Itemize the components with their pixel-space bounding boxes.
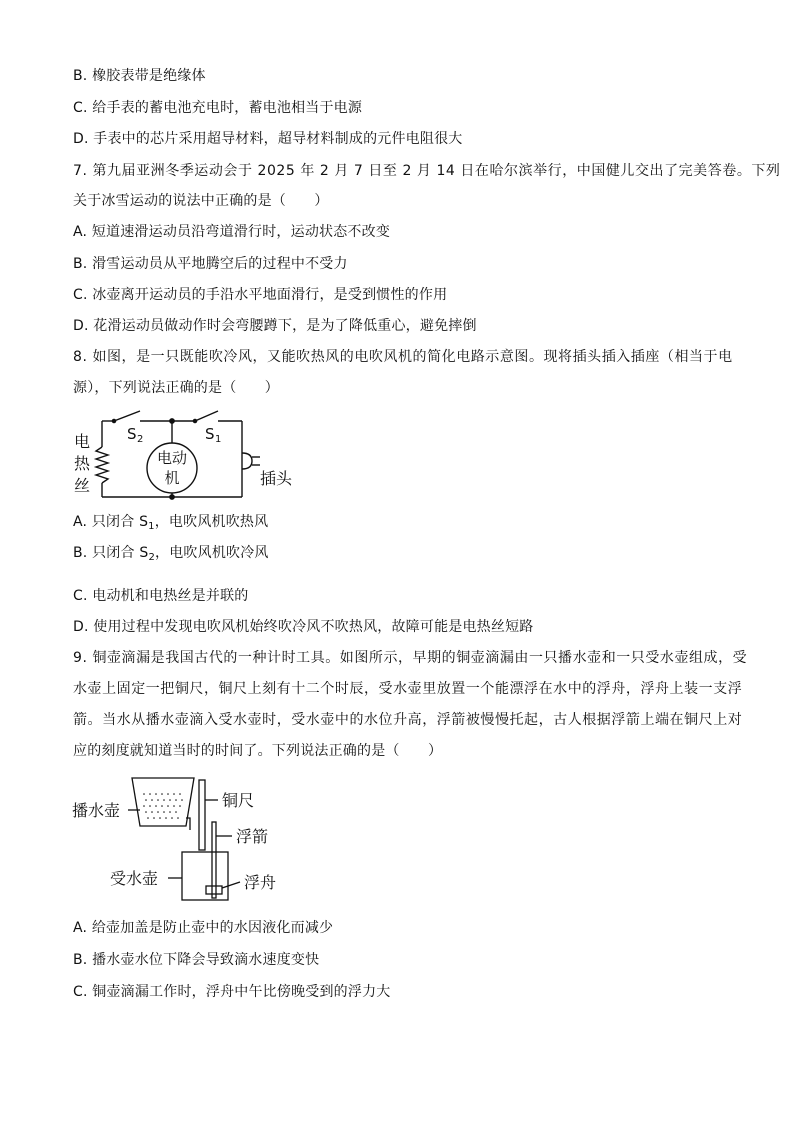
heater-label-3: 丝: [74, 476, 91, 495]
float-boat: [206, 886, 222, 894]
q8-option-b-pre: B. 只闭合 S: [73, 545, 149, 561]
lower-vessel: [182, 852, 228, 900]
q9-stem-line4: 应的刻度就知道当时的时间了。下列说法正确的是（ ）: [73, 743, 443, 759]
motor-label-1: 电动: [156, 449, 188, 467]
q7-option-a: A. 短道速滑运动员沿弯道滑行时，运动状态不改变: [73, 224, 391, 240]
q7-stem-line1: 7. 第九届亚洲冬季运动会于 2025 年 2 月 7 日至 2 月 14 日在哈尔滨举行，中国健儿交出了完美答卷。下列: [73, 163, 781, 179]
plug-symbol: [242, 453, 260, 469]
q8-option-b-post: ，电吹风机吹冷风: [155, 545, 269, 561]
q9-stem-line1: 9. 铜壶滴漏是我国古代的一种计时工具。如图所示，早期的铜壶滴漏由一只播水壶和一只受水壶组成，受: [73, 650, 748, 666]
heater-label-2: 热: [74, 454, 91, 473]
q7-option-d: D. 花滑运动员做动作时会弯腰蹲下，是为了降低重心，避免摔倒: [73, 318, 477, 334]
copper-ruler: [199, 780, 205, 850]
q7-option-c: C. 冰壶离开运动员的手沿水平地面滑行，是受到惯性的作用: [73, 287, 448, 303]
label-fu-zhou: 浮舟: [244, 873, 277, 892]
heater-label-1: 电: [74, 432, 91, 451]
q8-stem-line2: 源），下列说法正确的是（ ）: [73, 380, 279, 396]
q8-option-a-pre: A. 只闭合 S: [73, 514, 149, 530]
q8-option-d: D. 使用过程中发现电吹风机始终吹冷风不吹热风，故障可能是电热丝短路: [73, 619, 534, 635]
plug-label: 插头: [260, 469, 293, 488]
q8-option-a-post: ，电吹风机吹热风: [154, 514, 269, 530]
q6-option-b: B. 橡胶表带是绝缘体: [73, 68, 206, 84]
q8-option-c: C. 电动机和电热丝是并联的: [73, 588, 249, 604]
label-s1-sub: 1: [215, 434, 222, 445]
q8-stem-line1: 8. 如图，是一只既能吹冷风，又能吹热风的电吹风机的简化电路示意图。现将插头插入插座（相当于电: [73, 349, 733, 365]
q8-option-b-sub: 2: [148, 552, 156, 563]
switch-s2: [114, 411, 140, 421]
q8-circuit-diagram: [72, 405, 302, 507]
label-s2: S: [127, 425, 137, 443]
q8-option-b: [73, 543, 269, 563]
q8-option-a-sub: 1: [148, 521, 155, 532]
label-shou-shui-hu: 受水壶: [110, 869, 159, 888]
label-fu-jian: 浮箭: [236, 827, 269, 846]
heater-resistor: [96, 447, 108, 483]
label-tong-chi: 铜尺: [222, 791, 255, 810]
q6-option-d: D. 手表中的芯片采用超导材料，超导材料制成的元件电阻很大: [73, 131, 463, 147]
label-s1: S: [205, 425, 215, 443]
motor-label-2: 机: [164, 469, 180, 487]
q9-water-clock-diagram: [72, 770, 312, 906]
q9-stem-line3: 箭。当水从播水壶滴入受水壶时，受水壶中的水位升高，浮箭被慢慢托起，古人根据浮箭上端在铜尺上对: [73, 712, 743, 728]
q9-option-b: B. 播水壶水位下降会导致滴水速度变快: [73, 952, 320, 968]
upper-vessel: [132, 778, 194, 826]
switch-s1: [195, 411, 218, 421]
q9-option-a: A. 给壶加盖是防止壶中的水因液化而减少: [73, 920, 334, 936]
upper-water: [143, 793, 183, 819]
q7-option-b: B. 滑雪运动员从平地腾空后的过程中不受力: [73, 256, 348, 272]
q9-option-c: C. 铜壶滴漏工作时，浮舟中午比傍晚受到的浮力大: [73, 984, 391, 1000]
q9-stem-line2: 水壶上固定一把铜尺，铜尺上刻有十二个时辰，受水壶里放置一个能漂浮在水中的浮舟，浮舟上装一支浮: [73, 681, 743, 697]
q6-option-c: C. 给手表的蓄电池充电时，蓄电池相当于电源: [73, 100, 363, 116]
label-bo-shui-hu: 播水壶: [72, 801, 121, 820]
label-s2-sub: 2: [137, 434, 144, 445]
q7-stem-line2: 关于冰雪运动的说法中正确的是（ ）: [73, 193, 329, 209]
q8-option-a: [73, 512, 268, 532]
